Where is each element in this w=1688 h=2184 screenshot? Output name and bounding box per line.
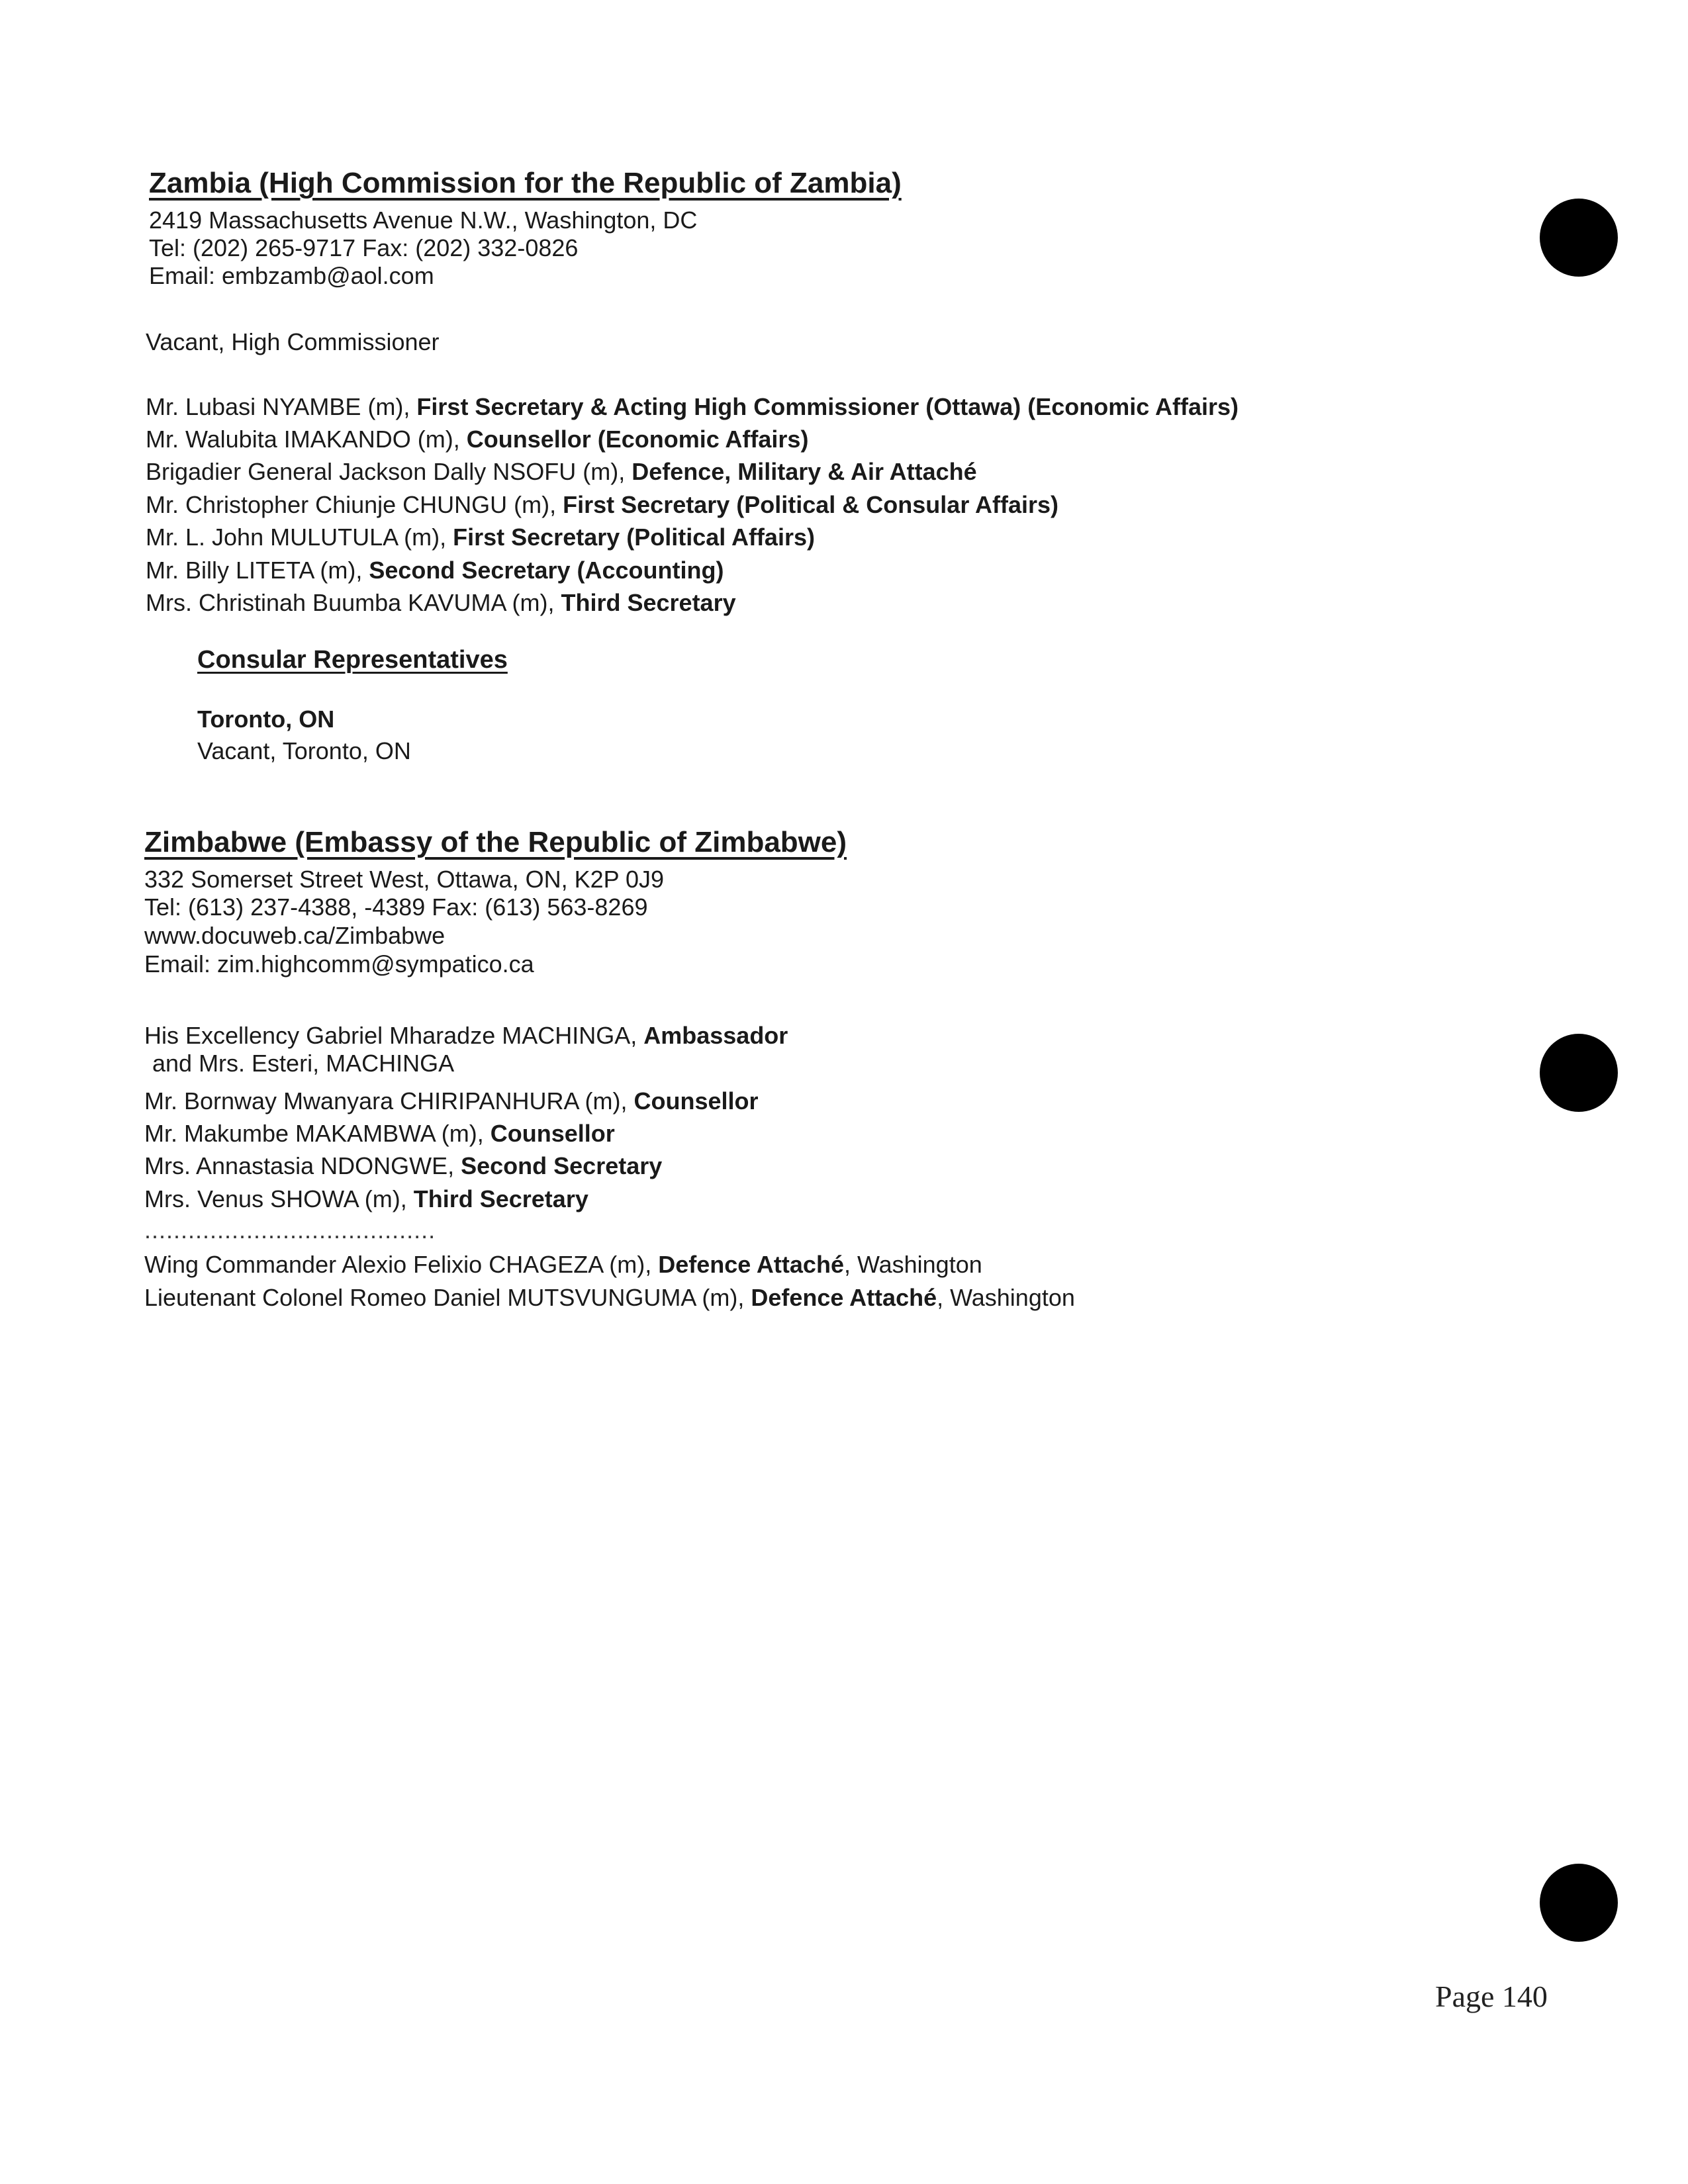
zambia-head-of-mission: Vacant, High Commissioner	[146, 328, 440, 355]
staff-location: , Washington	[937, 1284, 1075, 1311]
consular-city: Toronto, ON	[197, 705, 335, 733]
staff-name: Wing Commander Alexio Felixio CHAGEZA (m),	[144, 1251, 659, 1278]
staff-name: Mr. Bornway Mwanyara CHIRIPANHURA (m),	[144, 1087, 634, 1115]
punch-hole	[1540, 1864, 1618, 1942]
zambia-staff-row	[146, 393, 1239, 421]
staff-title: First Secretary (Political Affairs)	[453, 523, 815, 551]
staff-title: Defence Attaché	[658, 1251, 844, 1278]
zimbabwe-staff-row	[144, 1087, 758, 1115]
staff-title: Counsellor	[490, 1120, 615, 1147]
zambia-staff-row	[146, 426, 808, 453]
staff-title: Defence Attaché	[751, 1284, 937, 1311]
punch-hole	[1540, 1034, 1618, 1112]
staff-name: Mr. Lubasi NYAMBE (m),	[146, 393, 417, 420]
staff-title: First Secretary (Political & Consular Affairs)	[563, 491, 1059, 518]
staff-name: Mrs. Venus SHOWA (m),	[144, 1185, 414, 1212]
staff-name: Mr. Walubita IMAKANDO (m),	[146, 426, 467, 453]
zambia-staff-row	[146, 458, 977, 486]
zimbabwe-email: Email: zim.highcomm@sympatico.ca	[144, 950, 534, 978]
zambia-address: 2419 Massachusetts Avenue N.W., Washington, DC	[149, 206, 698, 234]
zambia-phone: Tel: (202) 265-9717 Fax: (202) 332-0826	[149, 234, 579, 261]
consular-representative: Vacant, Toronto, ON	[197, 737, 411, 764]
staff-location: , Washington	[843, 1251, 982, 1278]
zimbabwe-staff-row	[144, 1185, 588, 1213]
staff-name: Mrs. Christinah Buumba KAVUMA (m),	[146, 589, 561, 616]
zambia-staff-row	[146, 589, 736, 617]
zimbabwe-phone: Tel: (613) 237-4388, -4389 Fax: (613) 563-8269	[144, 893, 648, 921]
staff-title: Second Secretary	[461, 1152, 663, 1179]
zimbabwe-staff-row	[144, 1120, 615, 1148]
staff-title: Defence, Military & Air Attaché	[632, 458, 977, 485]
zimbabwe-website: www.docuweb.ca/Zimbabwe	[144, 922, 445, 949]
page-number: Page 140	[1435, 1979, 1548, 2013]
staff-title: Third Secretary	[561, 589, 736, 616]
staff-name: Brigadier General Jackson Dally NSOFU (m),	[146, 458, 632, 485]
zimbabwe-heading: Zimbabwe (Embassy of the Republic of Zimbabwe)	[144, 826, 847, 858]
staff-title: Counsellor (Economic Affairs)	[466, 426, 809, 453]
staff-name: Mr. Billy LITETA (m),	[146, 557, 369, 584]
punch-hole	[1540, 199, 1618, 277]
zimbabwe-attache-row	[144, 1284, 1075, 1312]
staff-name: His Excellency Gabriel Mharadze MACHINGA,	[144, 1022, 644, 1049]
zimbabwe-ambassador-row	[144, 1022, 788, 1050]
zimbabwe-address: 332 Somerset Street West, Ottawa, ON, K2P 0J9	[144, 866, 665, 893]
staff-name: Lieutenant Colonel Romeo Daniel MUTSVUNGUMA (m),	[144, 1284, 751, 1311]
zambia-staff-row	[146, 523, 815, 551]
zimbabwe-staff-row	[144, 1152, 662, 1180]
zambia-staff-row	[146, 491, 1058, 519]
staff-name: Mrs. Annastasia NDONGWE,	[144, 1152, 461, 1179]
consular-heading: Consular Representatives	[197, 646, 508, 674]
staff-name: Mr. L. John MULUTULA (m),	[146, 523, 453, 551]
zimbabwe-spouse: and Mrs. Esteri, MACHINGA	[152, 1050, 455, 1077]
staff-title: Second Secretary (Accounting)	[369, 557, 724, 584]
staff-title: Third Secretary	[413, 1185, 588, 1212]
staff-title: Counsellor	[633, 1087, 759, 1115]
zambia-staff-row	[146, 557, 724, 584]
zimbabwe-attache-row	[144, 1251, 982, 1279]
staff-name: Mr. Christopher Chiunje CHUNGU (m),	[146, 491, 563, 518]
staff-name: Mr. Makumbe MAKAMBWA (m),	[144, 1120, 491, 1147]
staff-title: Ambassador	[643, 1022, 788, 1049]
zambia-heading: Zambia (High Commission for the Republic of Zambia)	[149, 167, 902, 199]
dotted-separator: ........................................	[144, 1216, 436, 1244]
staff-title: First Secretary & Acting High Commissioner (Ottawa) (Economic Affairs)	[416, 393, 1239, 420]
zambia-email: Email: embzamb@aol.com	[149, 262, 434, 289]
